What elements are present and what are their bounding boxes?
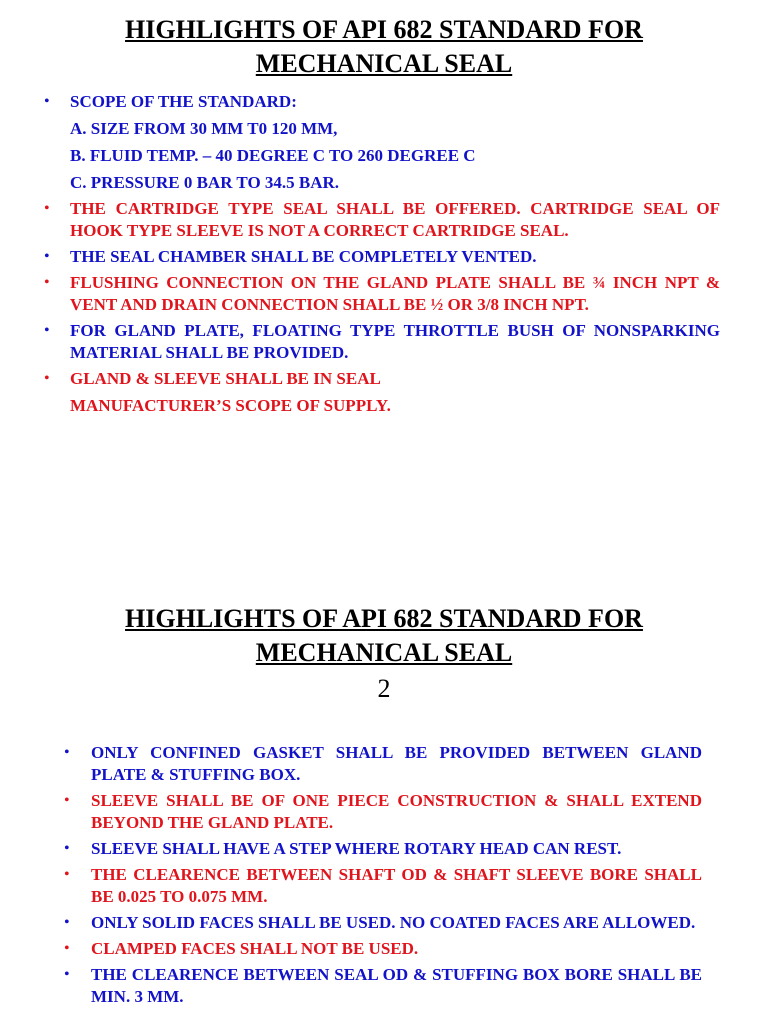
slide-2-page-number: 2 (377, 674, 391, 703)
bullet-icon: • (44, 370, 50, 387)
slide-1-bullet-list (0, 91, 768, 417)
bullet-text: THE CARTRIDGE TYPE SEAL SHALL BE OFFERED. CARTRIDGE SEAL OF HOOK TYPE SLEEVE IS NOT A CORRECT CARTRIDGE SEAL. (70, 199, 720, 240)
bullet-icon: • (64, 744, 70, 761)
bullet-icon: • (44, 322, 50, 339)
bullet-text: CLAMPED FACES SHALL NOT BE USED. (91, 939, 419, 958)
bullet-text: ONLY SOLID FACES SHALL BE USED. NO COATED FACES ARE ALLOWED. (91, 913, 696, 932)
bullet-text: THE SEAL CHAMBER SHALL BE COMPLETELY VENTED. (70, 247, 537, 266)
bullet-text: SLEEVE SHALL BE OF ONE PIECE CONSTRUCTION & SHALL EXTEND BEYOND THE GLAND PLATE. (91, 791, 702, 832)
bullet-item (44, 320, 720, 364)
bullet-text: ONLY CONFINED GASKET SHALL BE PROVIDED BETWEEN GLAND PLATE & STUFFING BOX. (91, 743, 702, 784)
bullet-text: FLUSHING CONNECTION ON THE GLAND PLATE SHALL BE ¾ INCH NPT & VENT AND DRAIN CONNECTION SHALL BE ½ OR 3/8 INCH NPT. (70, 273, 720, 314)
bullet-text: THE CLEARENCE BETWEEN SEAL OD & STUFFING BOX BORE SHALL BE MIN. 3 MM. (91, 965, 702, 1006)
bullet-line: A. SIZE FROM 30 MM T0 120 MM, (70, 119, 338, 138)
bullet-icon: • (64, 792, 70, 809)
bullet-item (64, 790, 702, 834)
bullet-item (44, 198, 720, 242)
slide-2-bullet-list (0, 742, 768, 1008)
bullet-icon: • (64, 940, 70, 957)
bullet-line: MANUFACTURER’S SCOPE OF SUPPLY. (70, 396, 391, 415)
bullet-item (44, 91, 720, 194)
bullet-icon: • (64, 914, 70, 931)
bullet-item (44, 272, 720, 316)
bullet-line: SCOPE OF THE STANDARD: (70, 92, 297, 111)
bullet-item (64, 938, 702, 960)
bullet-icon: • (44, 93, 50, 110)
slide-2-title-line-2: MECHANICAL SEAL (255, 638, 513, 667)
bullet-item (44, 368, 720, 417)
bullet-text: FOR GLAND PLATE, FLOATING TYPE THROTTLE BUSH OF NONSPARKING MATERIAL SHALL BE PROVIDED. (70, 321, 720, 362)
bullet-icon: • (44, 248, 50, 265)
bullet-icon: • (64, 966, 70, 983)
bullet-line: C. PRESSURE 0 BAR TO 34.5 BAR. (70, 173, 340, 192)
slide-2-title-line-1: HIGHLIGHTS OF API 682 STANDARD FOR (125, 604, 643, 633)
bullet-item (64, 964, 702, 1008)
bullet-item (64, 838, 702, 860)
bullet-icon: • (64, 866, 70, 883)
bullet-text: SLEEVE SHALL HAVE A STEP WHERE ROTARY HEAD CAN REST. (91, 839, 622, 858)
slide-2-title (0, 602, 768, 670)
bullet-icon: • (64, 840, 70, 857)
bullet-line: GLAND & SLEEVE SHALL BE IN SEAL (70, 369, 381, 388)
slide-1-title-line-1: HIGHLIGHTS OF API 682 STANDARD FOR (125, 15, 643, 44)
bullet-text: THE CLEARENCE BETWEEN SHAFT OD & SHAFT SLEEVE BORE SHALL BE 0.025 TO 0.075 MM. (91, 865, 702, 906)
bullet-item (64, 864, 702, 908)
slide-1-title (0, 0, 768, 81)
bullet-icon: • (44, 274, 50, 291)
slide-2 (0, 602, 768, 1024)
bullet-item (64, 742, 702, 786)
bullet-item (64, 912, 702, 934)
bullet-item (44, 246, 720, 268)
bullet-line: B. FLUID TEMP. – 40 DEGREE C TO 260 DEGREE C (70, 146, 476, 165)
slide-1-title-line-2: MECHANICAL SEAL (255, 49, 513, 78)
bullet-icon: • (44, 200, 50, 217)
